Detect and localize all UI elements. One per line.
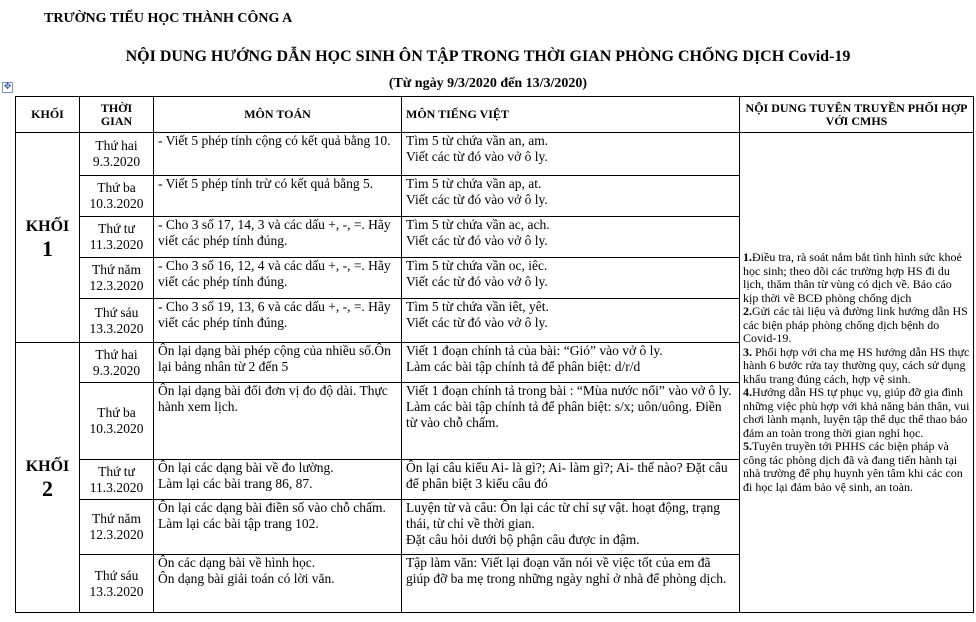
day-name: Thứ hai [95,346,138,362]
table-move-handle-icon[interactable]: ✥ [3,82,12,92]
math-cell [154,299,402,343]
vietnamese-line: Viết 1 đoạn chính tả trong bài : “Mùa nước nổi” vào vở ô ly. [406,383,732,398]
math-cell [154,500,402,555]
vietnamese-cell [402,460,740,500]
propaganda-item [743,251,970,305]
day-cell [80,555,154,613]
vietnamese-line: Làm các bài tập chính tả để phân biệt: s/x; uôn/uông. Điền từ vào chỗ chấm. [406,399,722,430]
math-cell [154,383,402,460]
propaganda-text: Điều tra, rà soát nắm bắt tình hình sức khoẻ học sinh; theo dõi các trường hợp HS đi du lịch, thăm thân từ vùng có dịch về. Báo cáo kịp thời về BCĐ phòng chống dịch [743,250,962,305]
vietnamese-cell [402,500,740,555]
col-header-vietnamese: MÔN TIẾNG VIỆT [402,97,740,133]
propaganda-number: 4. [743,385,752,399]
math-cell [154,555,402,613]
day-cell [80,299,154,343]
vietnamese-line: Đặt câu hỏi dưới bộ phận câu được in đậm. [406,532,640,547]
day-cell [80,383,154,460]
propaganda-text: Hướng dẫn HS tự phục vụ, giúp đỡ gia đình những việc phù hợp với khả năng bản thân, vui chơi lành mạnh, luyện tập thể dục thể thao bảo đảm an toàn trong thời gian nghỉ học. [743,385,970,440]
math-line: - Cho 3 số 16, 12, 4 và các dấu +, -, =. Hãy viết các phép tính đúng. [158,258,391,289]
propaganda-item [743,386,970,440]
vietnamese-cell [402,176,740,217]
vietnamese-cell [402,258,740,299]
day-cell [80,258,154,299]
vietnamese-line: Tìm 5 từ chứa vần iêt, yêt. [406,299,549,314]
col-header-math: MÔN TOÁN [154,97,402,133]
day-date: 12.3.2020 [89,527,144,542]
vietnamese-line: Tìm 5 từ chứa vần ap, at. [406,176,542,191]
propaganda-number: 1. [743,250,752,264]
math-cell [154,133,402,176]
day-name: Thứ sáu [94,304,139,320]
propaganda-number: 2. [743,304,752,318]
day-name: Thứ ba [97,405,136,420]
vietnamese-cell [402,555,740,613]
math-line: Ôn lại các dạng bài về đo lường. [158,460,334,475]
day-name: Thứ năm [92,511,141,526]
day-date: 9.3.2020 [92,154,141,169]
math-cell [154,343,402,383]
math-line: Ôn các dạng bài về hình học. [158,555,316,570]
math-line: Ôn dạng bài giải toán có lời văn. [158,571,335,586]
vietnamese-cell [402,383,740,460]
day-cell [80,217,154,258]
day-date: 10.3.2020 [89,421,144,436]
vietnamese-line: Viết các từ đó vào vở ô ly. [406,149,548,164]
vietnamese-line: Tập làm văn: Viết lại đoạn văn nói về việc tốt của em đã giúp đỡ ba mẹ trong những ngày nghỉ ở nhà để phòng dịch. [406,555,727,586]
date-range: (Từ ngày 9/3/2020 đến 13/3/2020) [388,76,588,91]
day-name: Thứ hai [95,138,138,153]
day-cell [80,460,154,500]
vietnamese-line: Tìm 5 từ chứa vần ac, ach. [406,217,550,232]
math-line: - Viết 5 phép tính trừ có kết quả bằng 5. [158,176,374,191]
grade-number: 1 [42,235,53,261]
vietnamese-line: Viết các từ đó vào vở ô ly. [406,274,548,289]
grade-cell [16,133,80,343]
document-title: NỘI DUNG HƯỚNG DẪN HỌC SINH ÔN TẬP TRONG THỜI GIAN PHÒNG CHỐNG DỊCH Covid-19 [125,48,851,65]
vietnamese-line: Luyện từ và câu: Ôn lại các từ chỉ sự vật. hoạt động, trạng thái, từ chỉ về thời gian. [406,500,720,531]
vietnamese-line: Viết các từ đó vào vở ô ly. [406,233,548,248]
vietnamese-line: Làm các bài tập chính tả để phân biệt: d/r/d [406,359,641,374]
day-name: Thứ sáu [94,567,139,583]
vietnamese-line: Viết 1 đoạn chính tả của bài: “Gió” vào vở ô ly. [406,343,663,358]
day-name: Thứ ba [97,180,136,195]
day-date: 12.3.2020 [89,278,144,293]
vietnamese-cell [402,133,740,176]
propaganda-text: Tuyên truyền tới PHHS các biện pháp và công tác phòng dịch đã và đang tiến hành tại nhà trường để phụ huynh yên tâm khi các con đi học lại đảm bảo vệ sinh, an toàn. [743,439,963,494]
math-line: - Cho 3 số 17, 14, 3 và các dấu +, -, =. Hãy viết các phép tính đúng. [158,217,391,248]
math-line: - Viết 5 phép tính cộng có kết quả bằng 10. [158,133,391,148]
col-header-time: THỜI GIAN [80,97,154,133]
day-name: Thứ tư [98,221,135,236]
day-date: 11.3.2020 [89,479,144,495]
col-header-propaganda: NỘI DUNG TUYÊN TRUYỀN PHỐI HỢP VỚI CMHS [740,97,974,133]
day-date: 10.3.2020 [89,196,144,211]
day-date: 11.3.2020 [89,237,144,252]
math-cell [154,217,402,258]
math-line: Ôn lại dạng bài phép cộng của nhiều số.Ôn lại bảng nhân từ 2 đến 5 [158,343,391,374]
propaganda-text: Phối hợp với cha mẹ HS hướng dẫn HS thực hành 6 bước rửa tay thường quy, cách sử dụng khẩu trang đúng cách, hợp vệ sinh. [743,344,970,386]
vietnamese-line: Tìm 5 từ chứa vần an, am. [406,133,549,148]
math-line: - Cho 3 số 19, 13, 6 và các dấu +, -, =. Hãy viết các phép tính đúng. [158,299,391,330]
vietnamese-line: Tìm 5 từ chứa vần oc, iêc. [406,258,548,273]
vietnamese-line: Viết các từ đó vào vở ô ly. [406,192,548,207]
vietnamese-cell [402,343,740,383]
math-cell [154,176,402,217]
math-line: Ôn lại dạng bài đổi đơn vị đo độ dài. Thực hành xem lịch. [158,383,388,414]
vietnamese-line: Viết các từ đó vào vở ô ly. [406,315,548,330]
grade-label: KHỐI [25,457,70,475]
math-line: Ôn lại các dạng bài điền số vào chỗ chấm. Làm lại các bài tập trang 102. [158,500,386,531]
math-cell [154,258,402,299]
propaganda-item [743,305,970,346]
day-cell [80,343,154,383]
propaganda-item [743,346,970,387]
day-date: 9.3.2020 [92,362,141,378]
table-row [16,133,974,176]
school-name: TRƯỜNG TIỂU HỌC THÀNH CÔNG A [44,11,293,26]
vietnamese-line: Ôn lại câu kiểu Ai- là gì?; Ai- làm gì?; Ai- thế nào? Đặt câu để phân biệt 3 kiểu câu đó [406,460,728,491]
day-name: Thứ tư [98,463,135,479]
grade-cell [16,343,80,613]
grade-number: 2 [42,475,53,501]
propaganda-number: 5. [743,439,752,453]
math-line: Làm lại các bài trang 86, 87. [158,476,313,491]
propaganda-text: Gửi các tài liệu và đường link hướng dẫn HS các biện pháp phòng chống dịch bệnh do Covid-19. [743,304,968,345]
propaganda-cell [740,133,974,613]
day-cell [80,500,154,555]
day-cell [80,176,154,217]
grade-label: KHỐI [25,217,70,235]
vietnamese-cell [402,299,740,343]
day-cell [80,133,154,176]
vietnamese-cell [402,217,740,258]
propaganda-item [743,440,970,494]
col-header-grade: KHỐI [16,97,80,133]
math-cell [154,460,402,500]
day-name: Thứ năm [92,262,141,277]
day-date: 13.3.2020 [89,583,144,599]
schedule-table [15,96,974,613]
day-date: 13.3.2020 [89,320,144,336]
propaganda-number: 3. [743,344,752,359]
